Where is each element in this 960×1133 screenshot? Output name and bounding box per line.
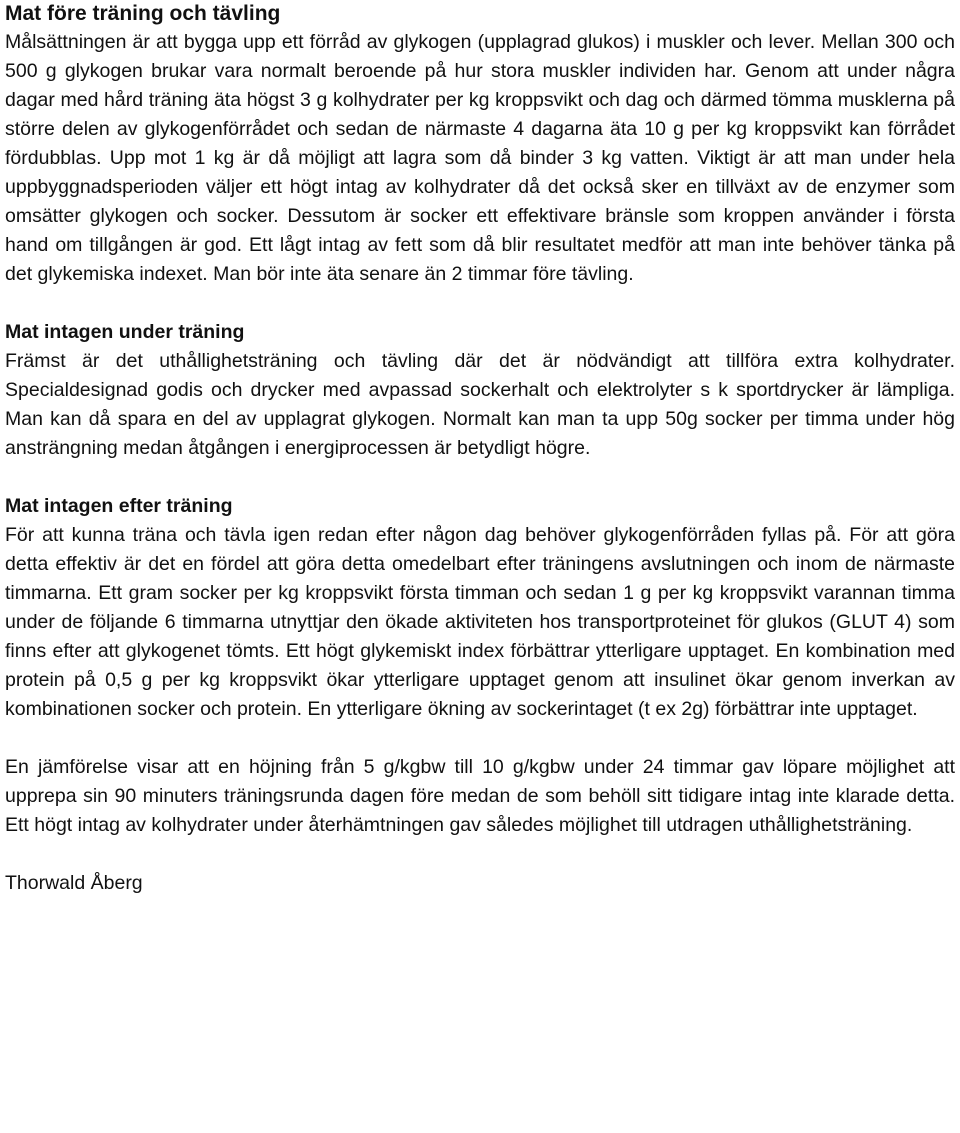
document-page	[5, 0, 955, 898]
section-body-after-training: För att kunna träna och tävla igen redan efter någon dag behöver glykogenförråden fyllas på. För att göra detta effektiv är det en fördel att göra detta omedelbart efter träningens avslutningen och inom de närmaste timmarna. Ett gram socker per kg kroppsvikt första timman och sedan 1 g per kg kroppsvikt varannan timma under de följande 6 timmarna utnyttjar den ökade aktiviteten hos transportproteinet för glukos (GLUT 4) som finns efter att glykogenet tömts. Ett högt glykemiskt index förbättrar ytterligare upptaget. En kombination med protein på 0,5 g per kg kroppsvikt ökar ytterligare upptaget genom att insulinet ökar genom inverkan av kombinationen socker och protein. En ytterligare ökning av sockerintaget (t ex 2g) förbättrar inte upptaget.	[5, 524, 955, 720]
section-title-after-training: Mat intagen efter träning	[5, 495, 233, 517]
section-title-during-training: Mat intagen under träning	[5, 321, 245, 343]
spacer	[5, 289, 955, 318]
spacer	[5, 724, 955, 753]
section-body-during-training: Främst är det uthållighetsträning och tävling där det är nödvändigt att tillföra extra kolhydrater. Specialdesignad godis och drycker med avpassad sockerhalt och elektrolyter s k sportdrycker är lämpliga. Man kan då spara en del av upplagrat glykogen. Normalt kan man ta upp 50g socker per timma under hög ansträngning medan åtgången i energiprocessen är betydligt högre.	[5, 350, 955, 459]
spacer	[5, 840, 955, 869]
spacer	[5, 463, 955, 492]
section-body-before-training: Målsättningen är att bygga upp ett förråd av glykogen (upplagrad glukos) i muskler och lever. Mellan 300 och 500 g glykogen brukar vara normalt beroende på hur stora muskler individen har. Genom att under några dagar med hård träning äta högst 3 g kolhydrater per kg kroppsvikt och dag och därmed tömma musklerna på större delen av glykogenförrådet och sedan de närmaste 4 dagarna äta 10 g per kg kroppsvikt kan förrådet fördubblas. Upp mot 1 kg är då möjligt att lagra som då binder 3 kg vatten. Viktigt är att man under hela uppbyggnadsperioden väljer ett högt intag av kolhydrater då det också sker en tillväxt av de enzymer som omsätter glykogen och socker. Dessutom är socker ett effektivare bränsle som kroppen använder i första hand om tillgången är god. Ett lågt intag av fett som då blir resultatet medför att man inte behöver tänka på det glykemiska indexet. Man bör inte äta senare än 2 timmar före tävling.	[5, 31, 955, 285]
section-title-before-training: Mat före träning och tävling	[5, 2, 281, 25]
comparison-paragraph: En jämförelse visar att en höjning från 5 g/kgbw till 10 g/kgbw under 24 timmar gav löpare möjlighet att upprepa sin 90 minuters träningsrunda dagen före medan de som behöll sitt tidigare intag inte klarade detta. Ett högt intag av kolhydrater under återhämtningen gav således möjlighet till utdragen uthållighetsträning.	[5, 756, 955, 836]
author-signature: Thorwald Åberg	[5, 872, 143, 894]
